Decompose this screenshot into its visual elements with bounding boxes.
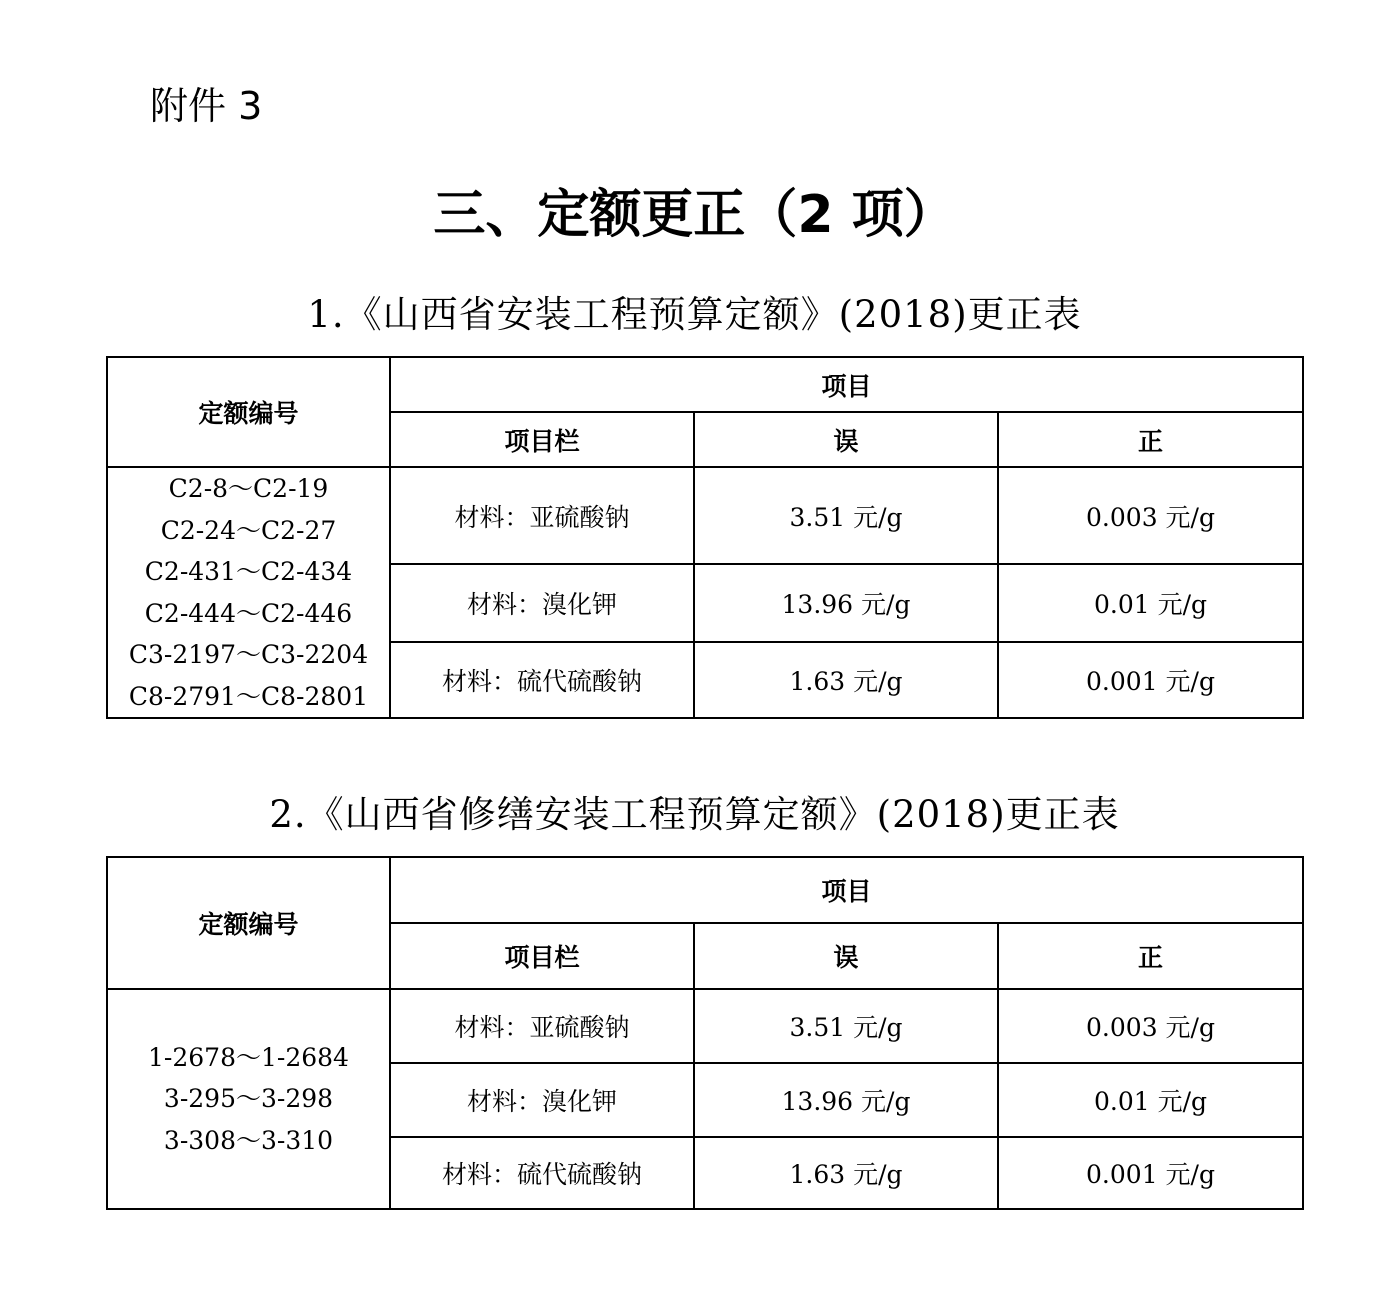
column-cell: 材料：溴化钾 [390, 564, 694, 641]
correction-table-2 [106, 856, 1304, 1210]
code-range: 1-2678～1-2684 [148, 1042, 349, 1072]
right-value: 0.01 元/g [998, 564, 1303, 641]
correction-table-1 [106, 356, 1304, 719]
header-code: 定额编号 [107, 857, 390, 989]
table-row [107, 467, 1303, 564]
header-code: 定额编号 [107, 357, 390, 467]
wrong-value: 1.63 元/g [694, 642, 998, 718]
wrong-value: 13.96 元/g [694, 564, 998, 641]
header-wrong: 误 [694, 923, 998, 989]
code-range: C8-2791～C8-2801 [128, 681, 369, 711]
wrong-value: 13.96 元/g [694, 1063, 998, 1137]
table-1-heading: 1.《山西省安装工程预算定额》(2018)更正表 [307, 293, 1082, 336]
wrong-value: 3.51 元/g [694, 467, 998, 564]
code-range: C2-24～C2-27 [160, 515, 337, 545]
wrong-value: 3.51 元/g [694, 989, 998, 1063]
code-list [107, 989, 390, 1209]
header-right: 正 [998, 923, 1303, 989]
code-range: C2-8～C2-19 [168, 474, 329, 503]
code-list [107, 467, 390, 718]
column-cell: 材料：亚硫酸钠 [390, 467, 694, 564]
header-column: 项目栏 [390, 923, 694, 989]
header-right: 正 [998, 412, 1303, 467]
column-cell: 材料：亚硫酸钠 [390, 989, 694, 1063]
right-value: 0.001 元/g [998, 642, 1303, 718]
attachment-label: 附件 3 [150, 84, 263, 128]
header-item: 项目 [390, 357, 1303, 412]
header-item: 项目 [390, 857, 1303, 923]
code-range: C2-444～C2-446 [144, 598, 353, 628]
code-range: C3-2197～C3-2204 [128, 640, 369, 669]
right-value: 0.003 元/g [998, 467, 1303, 564]
column-cell: 材料：溴化钾 [390, 1063, 694, 1137]
right-value: 0.003 元/g [998, 989, 1303, 1063]
column-cell: 材料：硫代硫酸钠 [390, 642, 694, 718]
header-wrong: 误 [694, 412, 998, 467]
code-range: 3-295～3-298 [163, 1084, 334, 1114]
table-2-heading: 2.《山西省修缮安装工程预算定额》(2018)更正表 [269, 793, 1120, 836]
table-row [107, 989, 1303, 1063]
column-cell: 材料：硫代硫酸钠 [390, 1137, 694, 1209]
code-range: C2-431～C2-434 [144, 557, 353, 586]
code-range: 3-308～3-310 [163, 1125, 334, 1155]
wrong-value: 1.63 元/g [694, 1137, 998, 1209]
right-value: 0.01 元/g [998, 1063, 1303, 1137]
header-column: 项目栏 [390, 412, 694, 467]
page-title: 三、定额更正（2 项） [433, 185, 956, 245]
right-value: 0.001 元/g [998, 1137, 1303, 1209]
